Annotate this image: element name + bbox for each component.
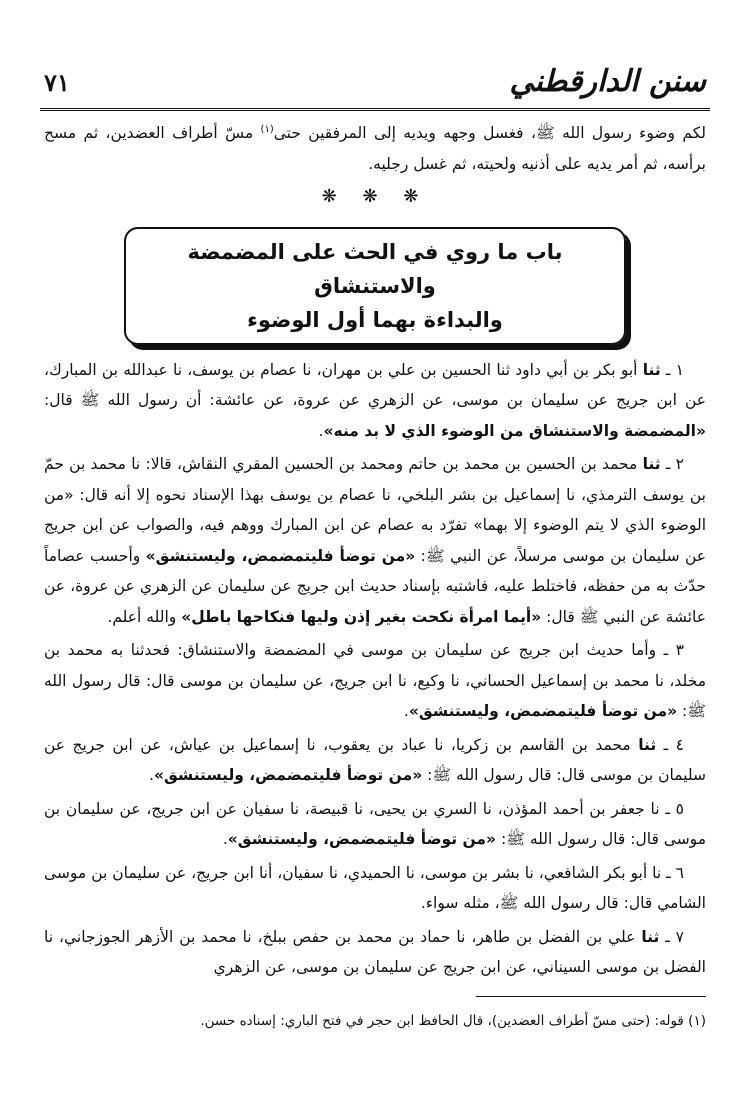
hadith-2-matn-2: «أيما امرأة نكحت بغير إذن وليها فنكاحها باطل» xyxy=(181,607,542,626)
hadith-7 xyxy=(44,922,706,983)
hadith-3-end: . xyxy=(403,702,409,720)
hadith-1 xyxy=(44,355,706,447)
chapter-heading-box xyxy=(124,227,626,345)
hadith-4-number: ٤ ـ xyxy=(656,735,684,754)
hadith-1-chain: أبو بكر بن أبي داود ثنا الحسين بن علي بن مهران، نا عصام بن يوسف، نا عبدالله بن المبارك، عن ابن جريج عن سليمان بن موسى، عن الزهري عن عروة، عن عائشة: أن رسول الله ﷺ قال: xyxy=(44,360,706,409)
hadith-4-thana: ثنا xyxy=(638,735,657,754)
hadith-3 xyxy=(44,635,706,727)
hadith-2 xyxy=(44,449,706,632)
hadith-4-matn: «من توضأ فليتمضمض، وليستنشق» xyxy=(153,766,423,784)
intro-text: لكم وضوء رسول الله ﷺ، فغسل وجهه ويديه إلى المرفقين حتى xyxy=(273,124,706,142)
hadith-1-end: . xyxy=(318,421,324,440)
hadith-5-chain: ٥ ـ نا جعفر بن أحمد المؤذن، نا السري بن يحيى، نا قبيصة، نا سفيان عن ابن جريج، عن سليمان بن موسى قال: قال رسول الله ﷺ: xyxy=(44,799,706,848)
hadith-7-chain: علي بن الفضل بن طاهر، نا حماد بن محمد بن حفص ببلخ، نا محمد بن الأزهر الجوزجاني، نا الفضل بن موسى السيناني، عن ابن جريج عن سليمان بن موسى، عن الزهري xyxy=(44,927,706,976)
hadith-2-thana: ثنا xyxy=(642,455,661,473)
hadith-3-matn: «من توضأ فليتمضمض، وليستنشق» xyxy=(408,702,678,720)
hadith-4-end: . xyxy=(149,766,154,784)
book-title: سنن الدارقطني xyxy=(509,64,706,99)
intro-paragraph xyxy=(44,118,706,179)
page-body xyxy=(44,118,706,986)
chapter-heading-line-1: باب ما روي في الحث على المضمضة والاستنشاق xyxy=(187,239,563,298)
hadith-5-matn: «من توضأ فليتمضمض، وليستنشق» xyxy=(227,830,497,848)
hadith-4 xyxy=(44,730,706,791)
hadith-5 xyxy=(44,794,706,855)
hadith-7-number: ٧ ـ xyxy=(659,927,684,946)
hadith-2-matn: «من توضأ فليتمضمض، وليستنشق» xyxy=(145,546,416,565)
hadith-2-end: والله أعلم. xyxy=(107,607,182,626)
hadith-7-thana: ثنا xyxy=(641,927,660,946)
page-number: ٧١ xyxy=(44,68,70,97)
hadith-6 xyxy=(44,858,706,919)
footnote: (١) قوله: (حتى مسّ أطراف العضدين)، قال الحافظ ابن حجر في فتح الباري: إسناده حسن. xyxy=(200,1013,706,1029)
footnote-divider xyxy=(476,996,706,997)
hadith-1-matn: «المضمضة والاستنشاق من الوضوء الذي لا بد منه» xyxy=(323,421,706,440)
hadith-2-chain: محمد بن الحسين بن محمد بن حاتم ومحمد بن الحسين المقري النقاش، قالا: نا محمد بن حمّ بن يوسف الترمذي، نا إسماعيل بن بشر البلخي، نا عصام بن يوسف بهذا الإسناد نحوه إلا أنه قال: «من الوضوء الذي لا يتم الوضوء إلا بهما» تفرّد به عصام عن ابن المبارك ووهم فيه، والصواب عن ابن جريج عن سليمان بن موسى مرسلاً، عن النبي ﷺ: xyxy=(44,455,707,565)
hadith-6-text: ٦ ـ نا أبو بكر الشافعي، نا بشر بن موسى، نا الحميدي، نا سفيان، أنا ابن جريج، عن سليمان بن موسى الشامي قال: قال رسول الله ﷺ، مثله سواء. xyxy=(44,863,706,912)
hadith-3-chain: ٣ ـ وأما حديث ابن جريج عن سليمان بن موسى في المضمضة والاستنشاق: فحدثنا به محمد بن مخلد، نا محمد بن إسماعيل الحساني، نا وكيع، نا ابن جريج، عن سليمان بن موسى قال: قال رسول الله ﷺ: xyxy=(44,641,706,720)
hadith-5-end: . xyxy=(222,830,228,848)
chapter-heading-line-2: والبداءة بهما أول الوضوء xyxy=(247,307,503,332)
hadith-1-thana: ثنا xyxy=(642,360,661,379)
hadith-1-number: ١ ـ xyxy=(660,360,684,379)
footnote-ref[interactable]: (١) xyxy=(260,123,274,135)
hadith-2-number: ٢ ـ xyxy=(660,455,684,473)
hadith-2-commentary: وأحسب عصاماً حدّث به من حفظه، فاختلط عليه، فاشتبه بإسناد حديث ابن جريج عن سليمان عن الزهري عن عروة، عن عائشة عن النبي ﷺ قال: xyxy=(44,546,706,626)
page-header xyxy=(40,62,710,111)
intro-text-end: مسّ أطراف العضدين، ثم مسح برأسه، ثم أمر يديه على أذنيه ولحيته، ثم غسل رجليه. xyxy=(44,124,706,173)
section-separator: ❋ ❋ ❋ xyxy=(321,186,429,207)
hadith-4-chain: محمد بن القاسم بن زكريا، نا عباد بن يعقوب، نا إسماعيل بن عياش، عن ابن جريج عن سليمان بن موسى قال: قال رسول الله ﷺ: xyxy=(44,735,706,784)
